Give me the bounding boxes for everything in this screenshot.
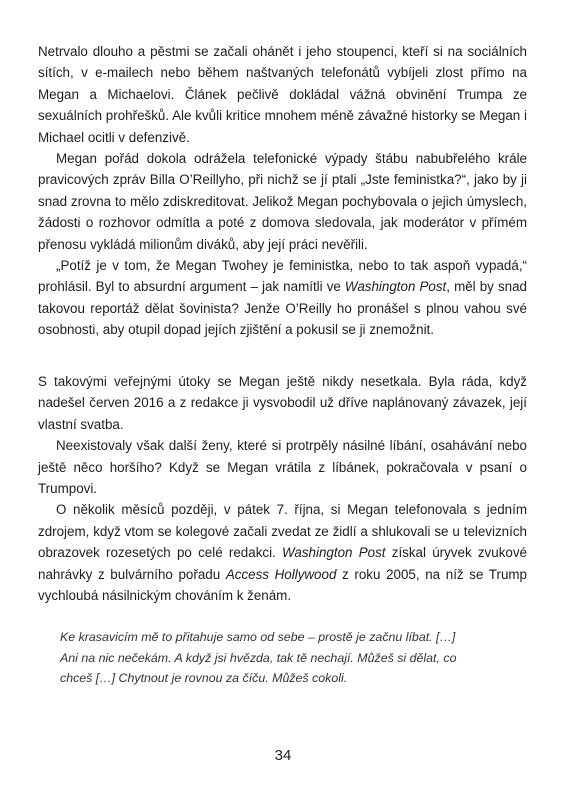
italic-title: Washington Post (282, 545, 386, 561)
text-run: S takovými veřejnými útoky se Megan ještě nikdy nesetkala. Byla ráda, když nadešel červen 2016 a z redakce ji vysvobodil už dříve naplánovaný závazek, její vlastní svatba. (38, 374, 527, 432)
text-run: Neexistovaly však další ženy, které si protrpěly násilné líbání, osahávání nebo ještě něco horšího? Když se Megan vrátila z líbánek, pokračovala v psaní o Trumpovi. (38, 438, 527, 497)
text-run: O několik měsíců později, v pátek 7. října, si Megan telefonovala s jedním zdrojem, když vtom se kolegové začali zvedat ze židlí a shlukovali se u televizních obrazovek rozesetých po celé redakci. (38, 502, 527, 561)
paragraph-5 (38, 435, 527, 499)
text-run: získal úryvek zvukové nahrávky z bulvárního pořadu (38, 545, 527, 582)
text-section-2 (38, 371, 527, 606)
text-run: Megan pořád dokola odrážela telefonické výpady štábu nabubřelého krále pravicových zpráv Billa O’Reillyho, při nichž se jí ptali „Jste feministka?“, jako by ji snad zrovna to mělo zdiskreditovat. Jelikož Megan pochybovala o jejich úmyslech, žádosti o rozhovor odmítla a poté z domova sledovala, jak moderátor v přímém přenosu vykládá milionům diváků, aby její práci nevěřili. (38, 151, 527, 252)
paragraph-6 (38, 499, 527, 606)
page-number: 34 (274, 747, 292, 764)
paragraph-1 (38, 41, 527, 148)
quote-text: Ke krasavicím mě to přitahuje samo od sebe – prostě je začnu líbat. […] Ani na nic nečekám. A když jsi hvězda, tak tě nechají. Můžeš si dělat, co chceš […] Chytnout je rovnou za číču. Můžeš cokoli. (60, 630, 457, 686)
paragraph-4 (38, 371, 527, 435)
italic-title: Washington Post (344, 279, 447, 295)
paragraph-2 (38, 148, 527, 255)
text-run: „Potíž je v tom, že Megan Twohey je feministka, nebo to tak aspoň vypadá,“ prohlásil. Byl to absurdní argument – jak namítli ve (38, 258, 527, 295)
italic-title: Access Hollywood (225, 566, 337, 582)
text-run: Netrvalo dlouho a pěstmi se začali ohánět i jeho stoupenci, kteří si na sociálních sítích, v e-mailech nebo během naštvaných telefonátů vybíjeli zlost přímo na Megan a Michaelovi. Článek pečlivě dokládal vážná obvinění Trumpa ze sexuálních prohřešků. Ale kvůli kritice mnohem méně závažné historky se Megan i Michael ocitli v defenzivě. (38, 44, 527, 145)
text-section-1 (38, 41, 527, 341)
text-run: z roku 2005, na níž se Trump vychloubá násilnickým chováním k ženám. (38, 566, 527, 604)
paragraph-3 (38, 255, 527, 341)
block-quote (60, 627, 460, 689)
text-run: , měl by snad takovou reportáž dělat šovinista? Jenže O’Reilly ho pronášel s plnou vahou své osobnosti, aby otupil dopad jejích zjištění a pokusil se ji znemožnit. (38, 279, 528, 338)
